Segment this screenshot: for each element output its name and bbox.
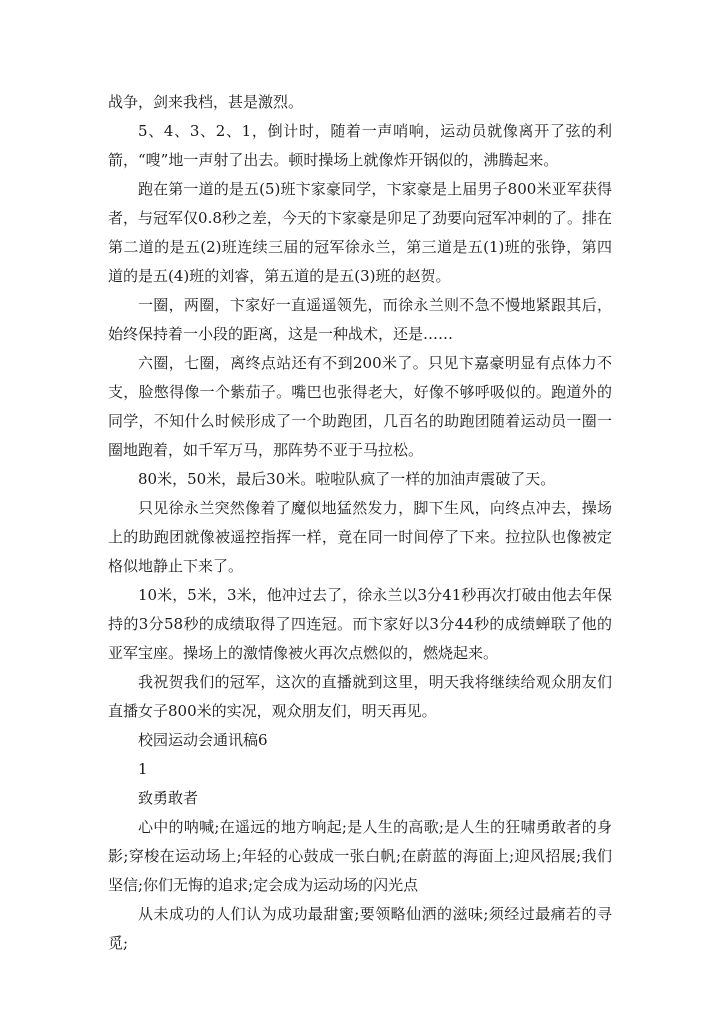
poem-title: 致勇敢者 [138,789,199,807]
paragraph-5: 六圈，七圈，离终点站还有不到200米了。只见卞嘉豪明显有点体力不支，脸憋得像一个紫茄子。嘴巴也张得老大，好像不够呼吸似的。跑道外的同学，不知什么时候形成了一个助跑团，几百名的助跑团随着运动员一圈一圈地跑着，如千军万马，那阵势不亚于马拉松。 [108,354,612,459]
document-body [108,88,612,958]
paragraph-4: 一圈，两圈，卞家好一直遥遥领先，而徐永兰则不急不慢地紧跟其后，始终保持着一小段的距离，这是一种战术，还是…… [108,296,612,343]
paragraph-1: 战争，剑来我档，甚是激烈。 [108,93,304,111]
paragraph-6: 80米，50米，最后30米。啦啦队疯了一样的加油声震破了天。 [138,470,556,488]
paragraph-9: 我祝贺我们的冠军，这次的直播就到这里，明天我将继续给观众朋友们直播女子800米的实况，观众朋友们，明天再见。 [108,673,612,720]
paragraph-7: 只见徐永兰突然像着了魔似地猛然发力，脚下生风，向终点冲去，操场上的助跑团就像被遥控指挥一样，竟在同一时间停了下来。拉拉队也像被定格似地静止下来了。 [108,499,612,575]
paragraph-2: 5、4、3、2、1，倒计时，随着一声哨响，运动员就像离开了弦的利箭，“嗖”地一声射了出去。顿时操场上就像炸开锅似的，沸腾起来。 [108,122,612,169]
paragraph-3: 跑在第一道的是五(5)班卞家豪同学，卞家豪是上届男子800米亚军获得者，与冠军仅0.8秒之差，今天的卞家豪是卯足了劲要向冠军冲刺的了。排在第二道的是五(2)班连续三届的冠军徐永兰，第三道是五(1)班的张铮，第四道的是五(4)班的刘睿，第五道的是五(3)班的赵贺。 [108,180,612,285]
poem-paragraph-1: 心中的呐喊;在遥远的地方响起;是人生的高歌;是人生的狂啸勇敢者的身影;穿梭在运动场上;年轻的心鼓成一张白帆;在蔚蓝的海面上;迎风招展;我们坚信;你们无悔的追求;定会成为运动场的闪光点 [108,818,612,894]
poem-paragraph-2: 从未成功的人们认为成功最甜蜜;要领略仙洒的滋味;须经过最痛若的寻觅; [108,905,612,952]
section-title: 校园运动会通讯稿6 [138,731,268,749]
paragraph-8: 10米，5米，3米，他冲过去了，徐永兰以3分41秒再次打破由他去年保持的3分58秒的成绩取得了四连冠。而卞家好以3分44秒的成绩蝉联了他的亚军宝座。操场上的激情像被火再次点燃似的，燃烧起来。 [108,586,612,662]
section-number: 1 [138,760,148,778]
